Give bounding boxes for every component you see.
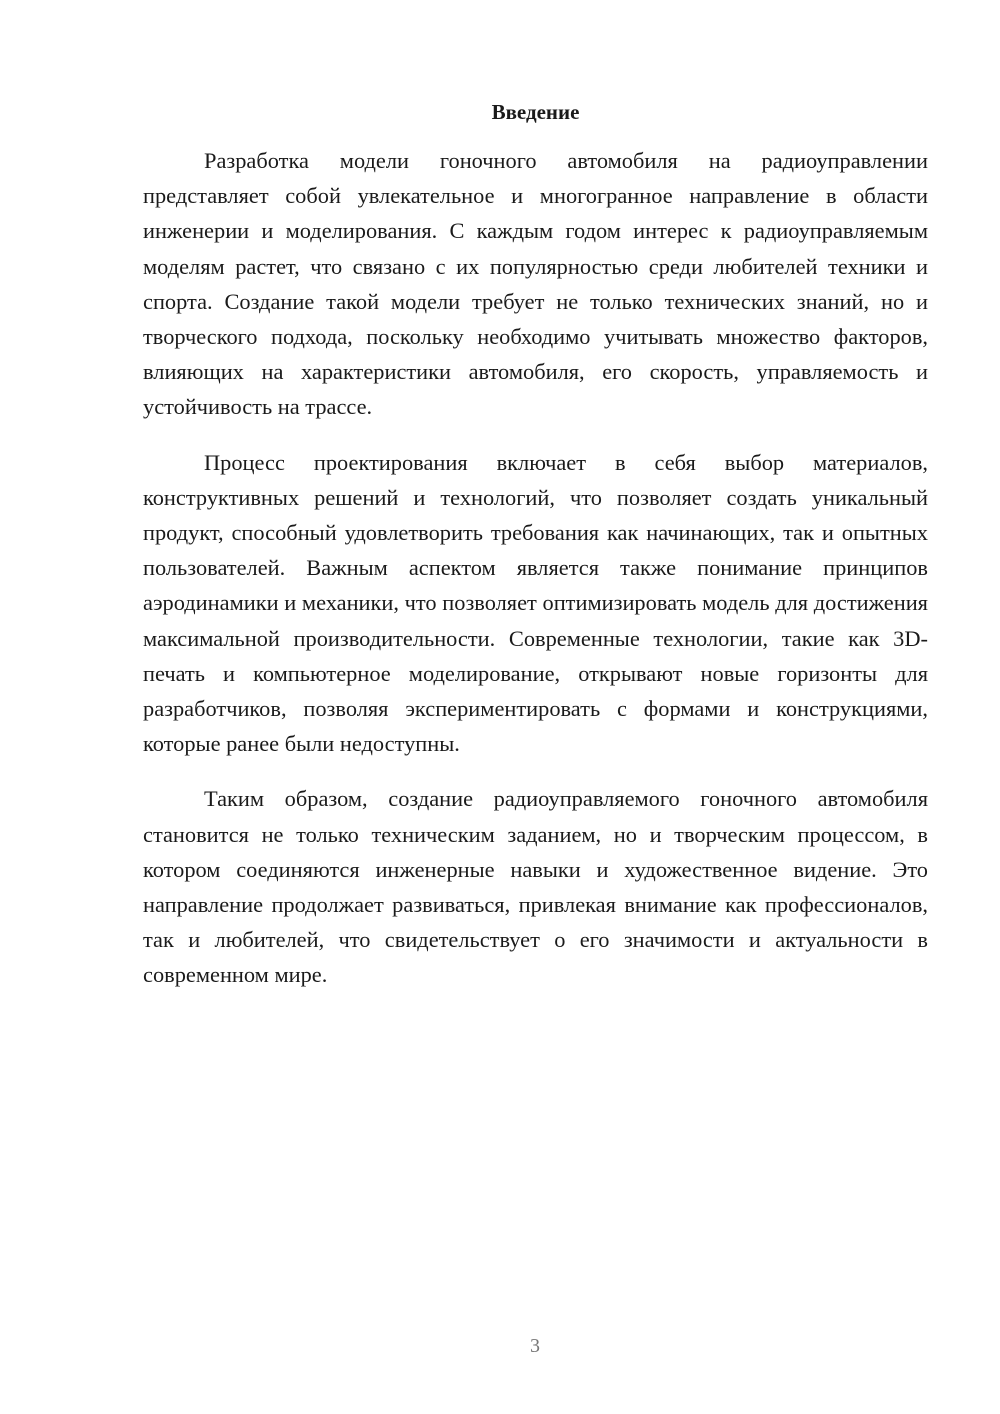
paragraph-2: Процесс проектирования включает в себя выбор материалов, конструктивных решений и технологий, что позволяет создать уникальный продукт, способный удовлетворить требования как начинающих, так и опытных пользователей. Важным аспектом является также понимание принципов аэродинамики и механики, что позволяет оптимизировать модель для достижения максимальной производительности. Современные технологии, такие как 3D-печать и компьютерное моделирование, открывают новые горизонты для разработчиков, позволяя экспериментировать с формами и конструкциями, которые ранее были недоступны.	[143, 449, 928, 757]
page-number: 3	[530, 1335, 540, 1357]
paragraph-1: Разработка модели гоночного автомобиля на радиоуправлении представляет собой увлекательное и многогранное направление в области инженерии и моделирования. С каждым годом интерес к радиоуправляемым моделям растет, что связано с их популярностью среди любителей техники и спорта. Создание такой модели требует не только технических знаний, но и творческого подхода, поскольку необходимо учитывать множество факторов, влияющих на характеристики автомобиля, его скорость, управляемость и устойчивость на трассе.	[143, 148, 928, 420]
document-body	[143, 143, 928, 1013]
page-title: Введение	[491, 100, 580, 124]
paragraph-3: Таким образом, создание радиоуправляемого гоночного автомобиля становится не только техническим заданием, но и творческим процессом, в котором соединяются инженерные навыки и художественное видение. Это направление продолжает развиваться, привлекая внимание как профессионалов, так и любителей, что свидетельствует о его значимости и актуальности в современном мире.	[143, 786, 928, 988]
